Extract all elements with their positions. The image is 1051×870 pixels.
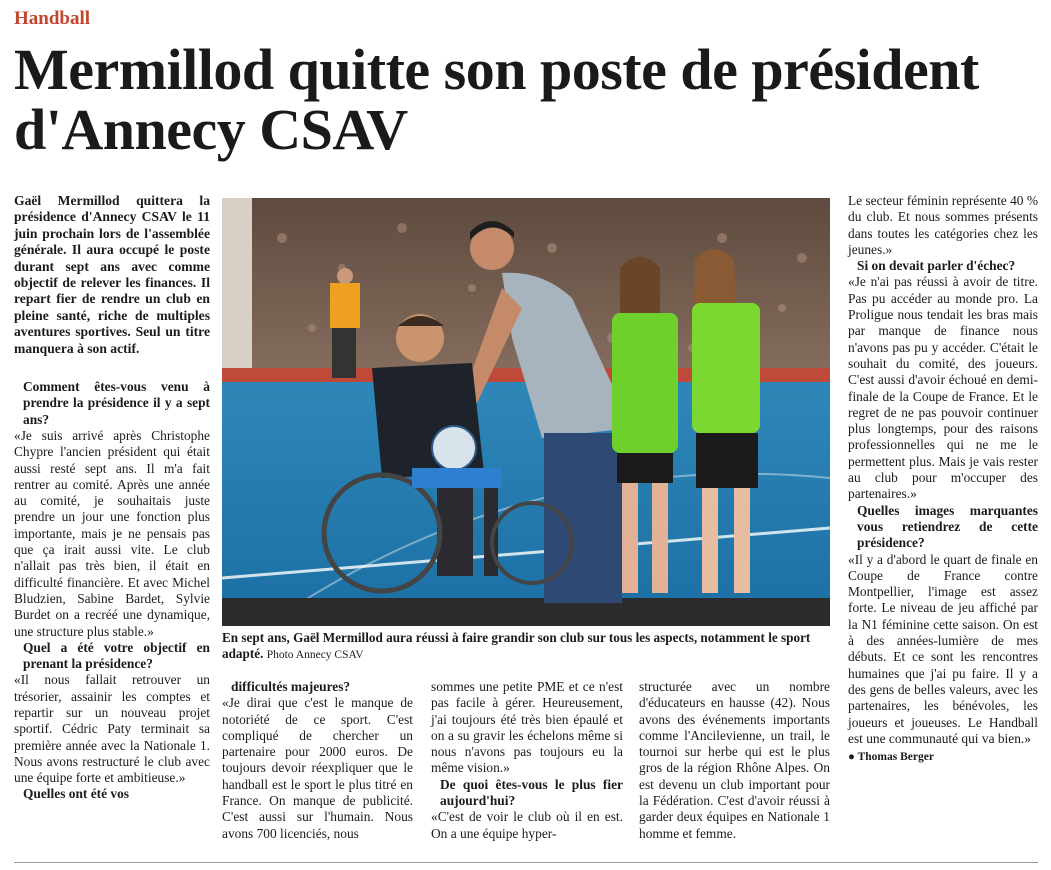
photo-credit: Photo Annecy CSAV <box>266 649 364 661</box>
question-2: Quel a été votre objectif en prenant la présidence? <box>23 639 210 672</box>
author-byline: ● Thomas Berger <box>848 751 934 764</box>
bottom-divider <box>14 862 1038 863</box>
question-3-start: Quelles ont été vos <box>23 786 129 802</box>
column-5 <box>848 193 1038 765</box>
column-2 <box>222 679 413 842</box>
handball-photo-illustration <box>222 198 830 626</box>
column-4 <box>639 679 830 842</box>
column-3 <box>431 679 623 842</box>
answer-1: «Je suis arrivé après Christophe Chypre l'ancien président qui était aussi resté sept ans. Il m'a fait rentrer au comité. Après une année au comité, je souhaitais juste prendre un jour une fonction plus importante, mais je ne pensais pas que ça irait aussi vite. Le club n'allait pas très bien, il était en difficulté financière. Et avec Michel Bludzien, Sabine Bardet, Sylvie Burdet on a recréé une dynamique, une structure plus stable.» <box>14 427 210 639</box>
article-headline: Mermillod quitte son poste de président d'Annecy CSAV <box>14 37 979 162</box>
question-1: Comment êtes-vous venu à prendre la présidence il y a sept ans? <box>23 379 210 427</box>
answer-5: «Je n'ai pas réussi à avoir de titre. Pas pu accéder au monde pro. La Proligue nous tendait les bras mais par manque de finance nous n'avons pas pu y accéder. C'était le souhait du comité, des joueurs. C'est aussi d'avoir échoué en demi-finale de la Coupe de France. Et le regret de ne pas pouvoir continuer plus longtemps, pour des raisons professionnelles qui ne me le permettent plus. Mais je vais rester au club pour m'occuper des partenaires.» <box>848 274 1038 502</box>
question-3-end: difficultés majeures? <box>231 679 351 694</box>
answer-4-continued: structurée avec un nombre d'éducateurs en hausse (42). Nous avons des événements importants comme l'Ancilevienne, un trail, le tournoi sur herbe qui est le plus gros de la région Rhône Alpes. On est devenu un club important pour la Fédération. C'est d'avoir réussi à garder deux équipes en Nationale 1 homme et femme. <box>639 679 830 841</box>
question-5: Si on devait parler d'échec? <box>857 258 1016 274</box>
column-1 <box>14 193 210 803</box>
answer-4-end: Le secteur féminin représente 40 % du club. Et nous sommes présents dans toutes les catégories chez les jeunes.» <box>848 193 1038 257</box>
section-kicker: Handball <box>14 8 91 29</box>
answer-2: «Il nous fallait retrouver un trésorier, assainir les comptes et repartir sur un nouveau projet sportif. Cédric Paty terminait sa première année avec la Nationale 1. Nous avons restructuré le club avec une équipe forte et ambitieuse.» <box>14 672 210 786</box>
answer-3-continued: sommes une petite PME et ce n'est pas facile à gérer. Heureusement, j'ai toujours été très bien épaulé et on a su gravir les échelons même si nous n'avons pas toujours eu la même vision.» <box>431 679 623 776</box>
article-lead: Gaël Mermillod quittera la présidence d'Annecy CSAV le 11 juin prochain lors de l'assemblée générale. Il aura occupé le poste durant sept ans avec comme objectif de relever les finances. Il repart fier de rendre un club en pleine santé, riche de multiples aventures sportives. Seul un titre manquera à son actif. <box>14 193 210 356</box>
article-photo <box>222 198 830 626</box>
question-4: De quoi êtes-vous le plus fier aujourd'hui? <box>440 776 623 809</box>
caption-text: En sept ans, Gaël Mermillod aura réussi à faire grandir son club sur tous les aspects, notamment le sport adapté. <box>222 630 811 661</box>
answer-4: «C'est de voir le club où il en est. On a une équipe hyper- <box>431 809 623 841</box>
photo-caption <box>222 630 830 663</box>
answer-3: «Je dirai que c'est le manque de notoriété de ce sport. C'est compliqué de chercher un partenaire pour 2000 euros. De toujours devoir réexpliquer que le handball est le sport le plus titré en France. On manque de publicité. C'est aussi sur l'humain. Nous avons 700 licenciés, nous <box>222 695 413 841</box>
answer-6: «Il y a d'abord le quart de finale en Coupe de France contre Montpellier, l'image est assez forte. Le niveau de jeu affiché par la N1 féminine cette saison. On est à des années-lumière de mes débuts. Et ce sont les rencontres humaines que j'ai pu faire. Il y a des gens de belles valeurs, avec les partenaires, les bénévoles, les joueurs et joueuses. Le Handball est une communauté qui va bien.» <box>848 551 1038 746</box>
question-6: Quelles images marquantes vous retiendrez de cette présidence? <box>857 502 1038 551</box>
